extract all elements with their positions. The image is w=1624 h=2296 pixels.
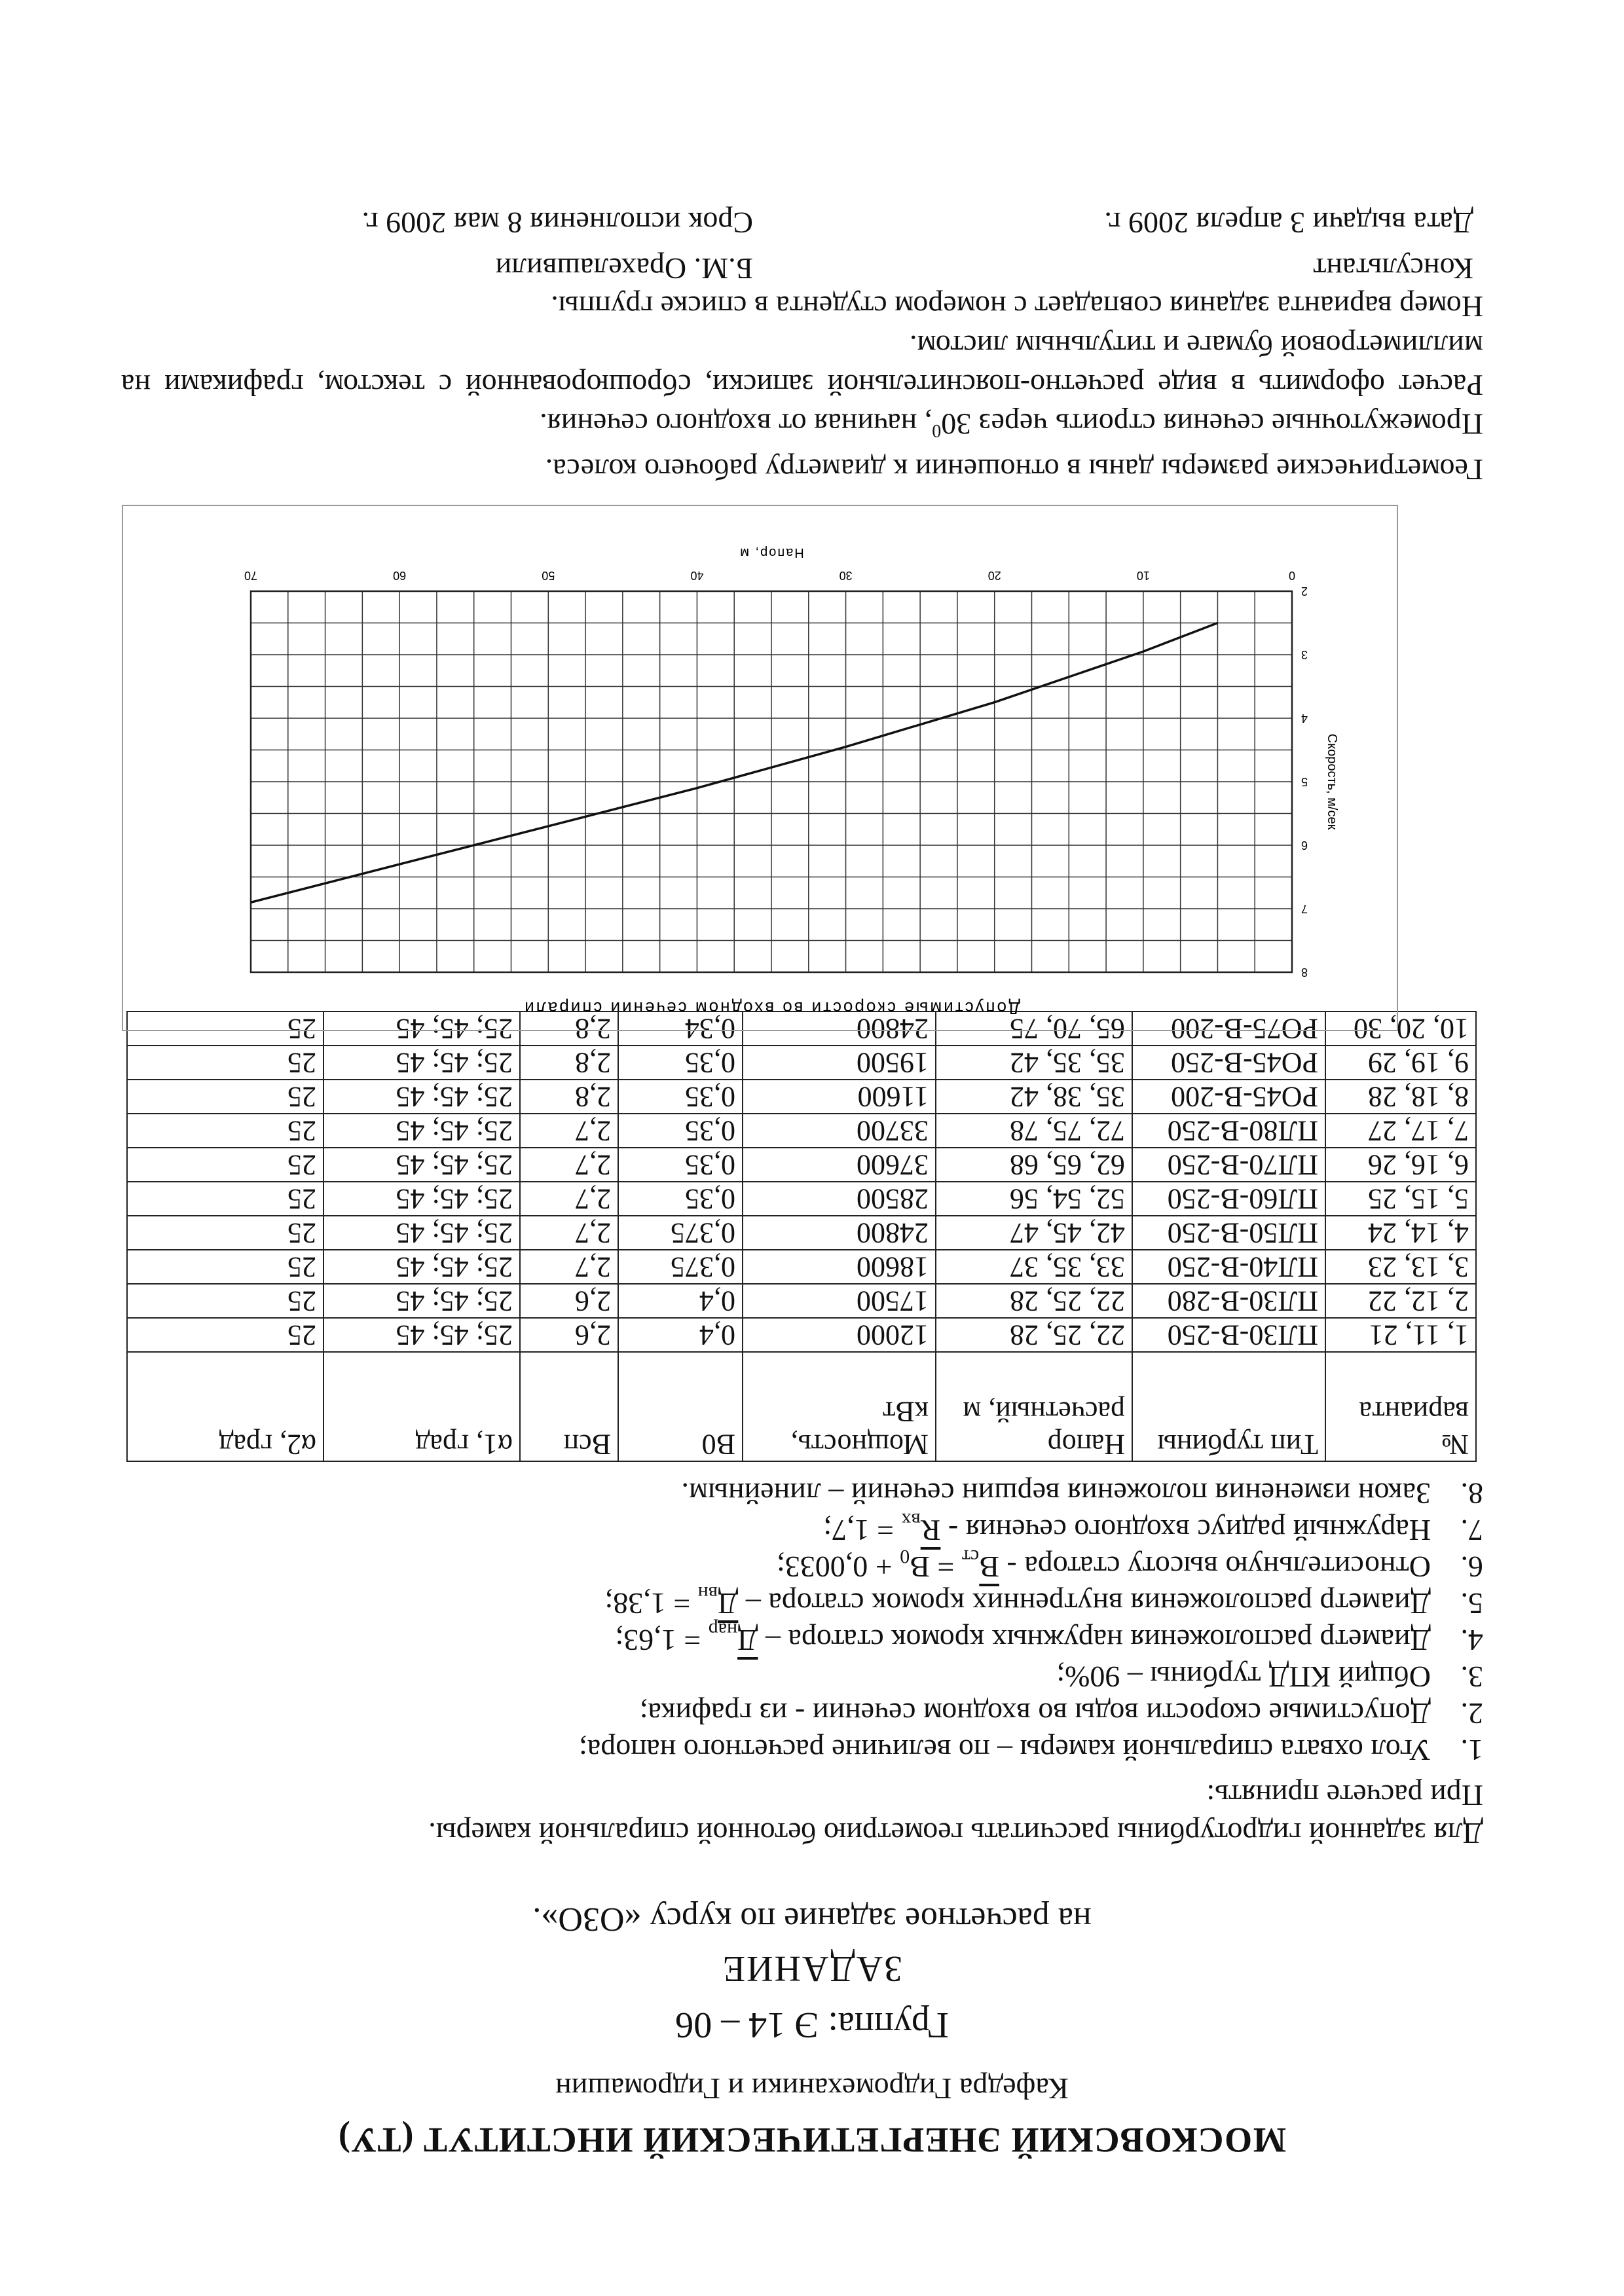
- x-tick-label: 60: [393, 569, 407, 582]
- table-cell: 2,7: [520, 1148, 618, 1182]
- x-tick-label: 40: [690, 569, 704, 582]
- chart-title: Допустимые скорости во входном сечении спирали: [523, 998, 1020, 1018]
- table-cell: ПЛ60-В-250: [1132, 1182, 1325, 1216]
- table-row: [127, 1182, 1476, 1216]
- table-cell: 25; 45; 45: [323, 1318, 520, 1352]
- table-cell: 25: [127, 1318, 323, 1352]
- condition-number: 1.: [1460, 1734, 1483, 1767]
- table-cell: 2,6: [520, 1284, 618, 1318]
- table-cell: 1, 11, 21: [1325, 1318, 1476, 1352]
- table-cell: PO75-B-200: [1132, 1011, 1325, 1046]
- y-tick-label: 4: [1301, 712, 1308, 725]
- table-row: [127, 1046, 1476, 1080]
- table-cell: 8, 18, 28: [1325, 1080, 1476, 1114]
- table-cell: 65, 70, 75: [936, 1011, 1132, 1046]
- note-paragraph: Геометрические размеры даны в отношении к диаметру рабочего колеса.: [545, 453, 1483, 486]
- condition-text: Закон изменения положения вершин сечений – линейным.: [681, 1477, 1431, 1510]
- chart-svg: [123, 506, 1397, 1030]
- table-cell: 0,35: [618, 1046, 743, 1080]
- table-cell: 2,8: [520, 1046, 618, 1080]
- condition-value: = B: [910, 1550, 962, 1584]
- table-cell: 22, 25, 28: [936, 1284, 1132, 1318]
- condition-text: Угол охвата спиральной камеры – по величине расчетного напора;: [578, 1734, 1431, 1767]
- table-cell: ПЛ30-В-280: [1132, 1284, 1325, 1318]
- condition-value: = 1,38;: [604, 1587, 698, 1620]
- condition-number: 2.: [1460, 1697, 1483, 1730]
- table-cell: 9, 19, 29: [1325, 1046, 1476, 1080]
- condition-number: 4.: [1460, 1624, 1483, 1657]
- table-cell: 35, 35, 42: [936, 1046, 1132, 1080]
- symbol: Д: [717, 1587, 739, 1620]
- table-cell: 25: [127, 1011, 323, 1046]
- conditions-list: [121, 1475, 1483, 1768]
- table-cell: 25: [127, 1080, 323, 1114]
- y-axis-label: Скорость, м/сек: [1325, 733, 1339, 830]
- symbol: Д: [737, 1624, 758, 1657]
- table-row: [127, 1318, 1476, 1352]
- table-cell: 25; 45; 45: [323, 1114, 520, 1148]
- table-cell: 25; 45; 45: [323, 1250, 520, 1284]
- table-cell: ПЛ50-В-250: [1132, 1216, 1325, 1250]
- table-cell: 33700: [743, 1114, 936, 1148]
- symbol-subscript: 0: [900, 1545, 910, 1567]
- table-cell: PO45-B-200: [1132, 1080, 1325, 1114]
- table-body: [127, 1011, 1476, 1352]
- table-cell: 2,6: [520, 1318, 618, 1352]
- x-tick-label: 50: [542, 569, 555, 582]
- table-cell: 7, 17, 27: [1325, 1114, 1476, 1148]
- column-header: № варианта: [1325, 1352, 1476, 1461]
- x-tick-label: 0: [1288, 569, 1296, 582]
- condition-text: Диаметр расположения внутренних кромок статора –: [738, 1587, 1431, 1620]
- column-header: α1, град: [323, 1352, 520, 1461]
- table-cell: 0,35: [618, 1148, 743, 1182]
- condition-item: [121, 1545, 1483, 1585]
- condition-number: 3.: [1460, 1660, 1483, 1694]
- condition-number: 8.: [1460, 1477, 1483, 1510]
- column-header: Напор расчетный, м: [936, 1352, 1132, 1461]
- table-row: [127, 1284, 1476, 1318]
- condition-number: 6.: [1460, 1550, 1483, 1584]
- table-cell: 2,8: [520, 1080, 618, 1114]
- column-header: α2, град: [127, 1352, 323, 1461]
- x-tick-label: 30: [839, 569, 853, 582]
- table-cell: 25; 45; 45: [323, 1148, 520, 1182]
- condition-number: 5.: [1460, 1587, 1483, 1620]
- table-cell: ПЛ30-В-250: [1132, 1318, 1325, 1352]
- y-tick-label: 3: [1301, 648, 1308, 661]
- table-cell: 25; 45; 45: [323, 1080, 520, 1114]
- condition-number: 7.: [1460, 1514, 1483, 1547]
- condition-text: Диаметр расположения наружных кромок статора –: [758, 1624, 1431, 1657]
- symbol: $\overline{B}$: [979, 1550, 999, 1584]
- symbol-subscript: ст: [961, 1545, 980, 1567]
- table-cell: 0,375: [618, 1216, 743, 1250]
- condition-item: [121, 1475, 1483, 1512]
- table-cell: 0,35: [618, 1114, 743, 1148]
- table-cell: 25: [127, 1250, 323, 1284]
- condition-item: [121, 1582, 1483, 1622]
- table-cell: 24800: [743, 1011, 936, 1046]
- column-header: Bсп: [520, 1352, 618, 1461]
- table-cell: ПЛ70-В-250: [1132, 1148, 1325, 1182]
- table-cell: 62, 65, 68: [936, 1148, 1132, 1182]
- column-header: Мощность, кВт: [743, 1352, 936, 1461]
- intro-text: [121, 1776, 1483, 1852]
- note-text: , начиная от входного сечения.: [540, 407, 932, 441]
- table-cell: 25; 45; 45: [323, 1046, 520, 1080]
- table-header-row: [127, 1352, 1476, 1461]
- table-row: [127, 1114, 1476, 1148]
- table-cell: 24800: [743, 1216, 936, 1250]
- y-tick-label: 5: [1301, 775, 1308, 788]
- condition-text: Общий КПД турбины – 90%;: [1056, 1660, 1431, 1694]
- condition-item: [121, 1658, 1483, 1695]
- chart-grid: [251, 591, 1292, 972]
- y-tick-label: 6: [1301, 839, 1308, 852]
- condition-text: Допустимые скорости воды во входном сечении - из графика;: [639, 1697, 1431, 1730]
- notes-block: [121, 287, 1483, 489]
- symbol-subscript: вн: [697, 1582, 718, 1604]
- table-cell: 25: [127, 1114, 323, 1148]
- table-cell: 0,4: [618, 1318, 743, 1352]
- table-cell: 10, 20, 30: [1325, 1011, 1476, 1046]
- institute-name: МОСКОВСКИЙ ЭНЕРГЕТИЧЕСКИЙ ИНСТИТУТ (ТУ): [337, 2121, 1287, 2160]
- table-cell: PO45-B-250: [1132, 1046, 1325, 1080]
- table-cell: 2,7: [520, 1216, 618, 1250]
- table-cell: 3, 13, 23: [1325, 1250, 1476, 1284]
- table-cell: 2,7: [520, 1250, 618, 1284]
- issue-date: Дата выдачи 3 апреля 2009 г.: [1104, 206, 1473, 240]
- y-tick-label: 7: [1301, 902, 1308, 915]
- table-cell: 12000: [743, 1318, 936, 1352]
- velocity-chart: [122, 505, 1398, 1031]
- table-cell: 25: [127, 1284, 323, 1318]
- variants-table: [126, 1011, 1477, 1462]
- table-cell: ПЛ40-В-250: [1132, 1250, 1325, 1284]
- due-date: Срок исполнения 8 мая 2009 г.: [361, 206, 753, 240]
- table-cell: 37600: [743, 1148, 936, 1182]
- x-tick-label: 10: [1136, 569, 1150, 582]
- x-tick-label: 20: [987, 569, 1001, 582]
- y-tick-label: 2: [1301, 585, 1308, 598]
- table-cell: 2, 12, 22: [1325, 1284, 1476, 1318]
- consultant-name: Б.М. Орахелашвили: [495, 252, 753, 285]
- table-cell: 35, 38, 42: [936, 1080, 1132, 1114]
- table-cell: 17500: [743, 1284, 936, 1318]
- condition-text: Наружный радиус входного сечения -: [940, 1514, 1431, 1547]
- note-paragraph: [121, 405, 1483, 450]
- condition-value: = 1,7;: [823, 1514, 902, 1547]
- table-cell: 25: [127, 1046, 323, 1080]
- table-row: [127, 1080, 1476, 1114]
- condition-item: [121, 1732, 1483, 1768]
- document-title: ЗАДАНИЕ: [721, 1948, 903, 1989]
- condition-value: = 1,63;: [615, 1624, 709, 1657]
- column-header: Тип турбины: [1132, 1352, 1325, 1461]
- table-cell: 72, 75, 78: [936, 1114, 1132, 1148]
- table-cell: 2,8: [520, 1011, 618, 1046]
- table-cell: 28500: [743, 1182, 936, 1216]
- table-cell: 6, 16, 26: [1325, 1148, 1476, 1182]
- condition-item: [121, 1618, 1483, 1658]
- note-paragraph: Номер варианта задания совпадает с номером студента в списке группы.: [551, 289, 1483, 323]
- table-cell: 22, 25, 28: [936, 1318, 1132, 1352]
- table-cell: 0,375: [618, 1250, 743, 1284]
- condition-item: [121, 1508, 1483, 1548]
- table-cell: 18600: [743, 1250, 936, 1284]
- symbol-subscript: нар: [708, 1618, 738, 1641]
- department-name: Кафедра Гидромеханики и Гидромашин: [555, 2072, 1069, 2105]
- table-cell: 42, 45, 47: [936, 1216, 1132, 1250]
- consultant-label: Консультант: [1313, 252, 1473, 285]
- table-cell: 25: [127, 1148, 323, 1182]
- table-cell: 0,34: [618, 1011, 743, 1046]
- y-tick-label: 8: [1301, 966, 1308, 979]
- intro-line-2: При расчете принять:: [1206, 1779, 1483, 1812]
- document-subtitle: на расчетное задание по курсу «ОЗО».: [532, 1901, 1092, 1938]
- condition-value: + 0,0033;: [776, 1550, 900, 1584]
- column-header: B0: [618, 1352, 743, 1461]
- table-row: [127, 1216, 1476, 1250]
- table-cell: 11600: [743, 1080, 936, 1114]
- table-cell: 0,4: [618, 1284, 743, 1318]
- table-cell: 2,7: [520, 1114, 618, 1148]
- table-cell: 25; 45; 45: [323, 1216, 520, 1250]
- condition-item: [121, 1695, 1483, 1732]
- note-paragraph: Расчет оформить в виде расчетно-пояснительной записки, сброшюрованной с текстом, графиками на миллиметровой бумаге и титульным листом.: [121, 329, 1483, 402]
- table-cell: 5, 15, 25: [1325, 1182, 1476, 1216]
- table-cell: ПЛ80-В-250: [1132, 1114, 1325, 1148]
- table-cell: 19500: [743, 1046, 936, 1080]
- table-row: [127, 1250, 1476, 1284]
- symbol-subscript: вх: [901, 1508, 921, 1531]
- table-cell: 4, 14, 24: [1325, 1216, 1476, 1250]
- table-cell: 25; 45; 45: [323, 1284, 520, 1318]
- group-label: Группа: Э 14 – 06: [675, 2005, 949, 2045]
- note-text: Промежуточные сечения строить через 30: [941, 407, 1483, 441]
- intro-line-1: Для заданной гидротурбины рассчитать геометрию бетонной спиральной камеры.: [428, 1817, 1483, 1850]
- table-cell: 25; 45; 45: [323, 1182, 520, 1216]
- table-cell: 25; 45; 45: [323, 1011, 520, 1046]
- table-cell: 0,35: [618, 1182, 743, 1216]
- table-cell: 52, 54, 56: [936, 1182, 1132, 1216]
- x-axis-label: Напор, м: [739, 545, 804, 560]
- degree-superscript: 0: [932, 420, 942, 441]
- table-row: [127, 1148, 1476, 1182]
- table-cell: 25: [127, 1216, 323, 1250]
- condition-text: Относительную высоту статора -: [999, 1550, 1431, 1584]
- symbol: $\overline{R}$: [920, 1514, 941, 1547]
- table-cell: 33, 35, 37: [936, 1250, 1132, 1284]
- table-cell: 0,35: [618, 1080, 743, 1114]
- table-cell: 25: [127, 1182, 323, 1216]
- x-tick-label: 70: [244, 569, 258, 582]
- table-cell: 2,7: [520, 1182, 618, 1216]
